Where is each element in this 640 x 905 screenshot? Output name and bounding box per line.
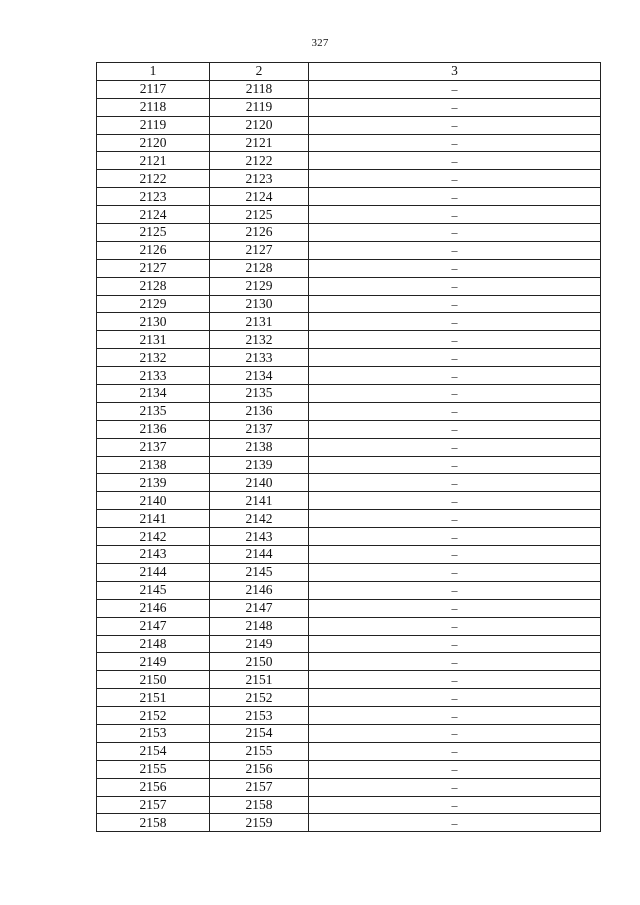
table-cell-col-2: 2149 [210, 635, 309, 653]
table-cell-col-3: – [309, 635, 601, 653]
table-cell-col-2: 2152 [210, 689, 309, 707]
table-cell-col-2: 2148 [210, 617, 309, 635]
table-cell-col-2: 2139 [210, 456, 309, 474]
table-row [97, 671, 601, 689]
table-cell-col-2: 2143 [210, 528, 309, 546]
table-cell-col-2: 2125 [210, 206, 309, 224]
table-cell-col-2: 2150 [210, 653, 309, 671]
table-cell-col-2: 2157 [210, 778, 309, 796]
table-cell-col-3: – [309, 277, 601, 295]
table-cell-col-2: 2158 [210, 796, 309, 814]
table-cell-col-2: 2159 [210, 814, 309, 832]
table-cell-col-1: 2142 [97, 528, 210, 546]
table-cell-col-1: 2132 [97, 349, 210, 367]
data-table [96, 62, 601, 832]
table-row [97, 170, 601, 188]
table-cell-col-2: 2131 [210, 313, 309, 331]
table-cell-col-2: 2137 [210, 420, 309, 438]
table-row [97, 152, 601, 170]
column-header-3: 3 [309, 63, 601, 81]
table-cell-col-2: 2130 [210, 295, 309, 313]
table-cell-col-3: – [309, 563, 601, 581]
table-cell-col-3: – [309, 724, 601, 742]
table-row [97, 724, 601, 742]
table-row [97, 689, 601, 707]
table-cell-col-2: 2119 [210, 98, 309, 116]
table-row [97, 313, 601, 331]
table-cell-col-1: 2119 [97, 116, 210, 134]
table-cell-col-3: – [309, 349, 601, 367]
table-row [97, 385, 601, 403]
table-cell-col-3: – [309, 98, 601, 116]
table-row [97, 188, 601, 206]
table-cell-col-3: – [309, 241, 601, 259]
table-row [97, 581, 601, 599]
table-cell-col-1: 2153 [97, 724, 210, 742]
table-cell-col-2: 2136 [210, 402, 309, 420]
table-cell-col-1: 2139 [97, 474, 210, 492]
table-row [97, 778, 601, 796]
table-row [97, 510, 601, 528]
table-cell-col-1: 2149 [97, 653, 210, 671]
table-cell-col-1: 2146 [97, 599, 210, 617]
table-cell-col-1: 2147 [97, 617, 210, 635]
table-cell-col-1: 2140 [97, 492, 210, 510]
table-cell-col-3: – [309, 796, 601, 814]
table-cell-col-1: 2127 [97, 259, 210, 277]
table-row [97, 617, 601, 635]
table-cell-col-1: 2144 [97, 563, 210, 581]
table-row [97, 134, 601, 152]
table-cell-col-2: 2118 [210, 80, 309, 98]
table-cell-col-2: 2122 [210, 152, 309, 170]
table-cell-col-3: – [309, 295, 601, 313]
table-cell-col-3: – [309, 420, 601, 438]
table-cell-col-1: 2128 [97, 277, 210, 295]
table-cell-col-1: 2154 [97, 742, 210, 760]
column-header-1: 1 [97, 63, 210, 81]
table-cell-col-3: – [309, 689, 601, 707]
table-cell-col-2: 2154 [210, 724, 309, 742]
table-cell-col-1: 2123 [97, 188, 210, 206]
table-cell-col-1: 2135 [97, 402, 210, 420]
table-cell-col-2: 2127 [210, 241, 309, 259]
table-row [97, 295, 601, 313]
table-row [97, 546, 601, 564]
table-cell-col-1: 2130 [97, 313, 210, 331]
table-row [97, 707, 601, 725]
table-cell-col-3: – [309, 760, 601, 778]
table-cell-col-2: 2132 [210, 331, 309, 349]
table-cell-col-2: 2135 [210, 385, 309, 403]
table-cell-col-2: 2129 [210, 277, 309, 295]
column-header-2: 2 [210, 63, 309, 81]
table-row [97, 760, 601, 778]
table-cell-col-1: 2141 [97, 510, 210, 528]
table-cell-col-2: 2140 [210, 474, 309, 492]
table-cell-col-3: – [309, 510, 601, 528]
table-cell-col-1: 2131 [97, 331, 210, 349]
table-cell-col-3: – [309, 259, 601, 277]
table-cell-col-3: – [309, 224, 601, 242]
table-cell-col-3: – [309, 402, 601, 420]
table-row [97, 224, 601, 242]
table-cell-col-1: 2117 [97, 80, 210, 98]
table-cell-col-3: – [309, 152, 601, 170]
table-row [97, 438, 601, 456]
table-cell-col-1: 2150 [97, 671, 210, 689]
table-cell-col-2: 2124 [210, 188, 309, 206]
table-cell-col-3: – [309, 707, 601, 725]
table-cell-col-3: – [309, 385, 601, 403]
table-cell-col-1: 2126 [97, 241, 210, 259]
table-row [97, 814, 601, 832]
table-cell-col-3: – [309, 80, 601, 98]
table-cell-col-1: 2158 [97, 814, 210, 832]
table-row [97, 259, 601, 277]
table-row [97, 492, 601, 510]
table-cell-col-2: 2145 [210, 563, 309, 581]
table-cell-col-3: – [309, 671, 601, 689]
table-cell-col-3: – [309, 653, 601, 671]
table-cell-col-1: 2138 [97, 456, 210, 474]
table-row [97, 206, 601, 224]
table-row [97, 528, 601, 546]
table-row [97, 456, 601, 474]
table-row [97, 331, 601, 349]
table-row [97, 349, 601, 367]
table-cell-col-1: 2122 [97, 170, 210, 188]
table-cell-col-1: 2151 [97, 689, 210, 707]
table-cell-col-3: – [309, 206, 601, 224]
table-row [97, 277, 601, 295]
table-header-row [97, 63, 601, 81]
table-cell-col-2: 2142 [210, 510, 309, 528]
table-cell-col-1: 2148 [97, 635, 210, 653]
table-cell-col-3: – [309, 170, 601, 188]
table-cell-col-2: 2156 [210, 760, 309, 778]
table-cell-col-2: 2128 [210, 259, 309, 277]
table-row [97, 241, 601, 259]
table-row [97, 563, 601, 581]
table-cell-col-1: 2120 [97, 134, 210, 152]
table-cell-col-1: 2156 [97, 778, 210, 796]
table-cell-col-3: – [309, 367, 601, 385]
table-cell-col-3: – [309, 814, 601, 832]
page-number: 327 [311, 37, 329, 49]
table-row [97, 796, 601, 814]
table-cell-col-3: – [309, 546, 601, 564]
table-cell-col-2: 2123 [210, 170, 309, 188]
table-cell-col-3: – [309, 438, 601, 456]
table-cell-col-2: 2144 [210, 546, 309, 564]
table-cell-col-1: 2136 [97, 420, 210, 438]
table-cell-col-1: 2124 [97, 206, 210, 224]
table-row [97, 402, 601, 420]
table-cell-col-3: – [309, 599, 601, 617]
table-cell-col-2: 2151 [210, 671, 309, 689]
table-cell-col-1: 2134 [97, 385, 210, 403]
table-cell-col-3: – [309, 581, 601, 599]
table-cell-col-2: 2133 [210, 349, 309, 367]
table-cell-col-2: 2146 [210, 581, 309, 599]
table-row [97, 474, 601, 492]
table-cell-col-1: 2157 [97, 796, 210, 814]
table-cell-col-3: – [309, 617, 601, 635]
table-cell-col-2: 2120 [210, 116, 309, 134]
table-cell-col-3: – [309, 528, 601, 546]
table-row [97, 599, 601, 617]
table-cell-col-3: – [309, 188, 601, 206]
table-cell-col-2: 2126 [210, 224, 309, 242]
table-row [97, 420, 601, 438]
table-cell-col-2: 2121 [210, 134, 309, 152]
table-cell-col-1: 2143 [97, 546, 210, 564]
table-cell-col-1: 2137 [97, 438, 210, 456]
table-cell-col-1: 2125 [97, 224, 210, 242]
table-row [97, 367, 601, 385]
table-body [97, 80, 601, 831]
table-cell-col-2: 2155 [210, 742, 309, 760]
table-row [97, 635, 601, 653]
table-row [97, 742, 601, 760]
table-cell-col-2: 2153 [210, 707, 309, 725]
table-cell-col-1: 2121 [97, 152, 210, 170]
table-cell-col-3: – [309, 742, 601, 760]
table-row [97, 98, 601, 116]
table-cell-col-3: – [309, 474, 601, 492]
table-cell-col-1: 2133 [97, 367, 210, 385]
table-cell-col-2: 2141 [210, 492, 309, 510]
table-cell-col-3: – [309, 134, 601, 152]
table-cell-col-3: – [309, 492, 601, 510]
table-cell-col-1: 2152 [97, 707, 210, 725]
table-cell-col-3: – [309, 456, 601, 474]
table-cell-col-2: 2147 [210, 599, 309, 617]
table-row [97, 116, 601, 134]
table-row [97, 80, 601, 98]
table-row [97, 653, 601, 671]
table-cell-col-3: – [309, 331, 601, 349]
table-cell-col-1: 2155 [97, 760, 210, 778]
table-cell-col-3: – [309, 778, 601, 796]
table-cell-col-3: – [309, 313, 601, 331]
table-cell-col-1: 2145 [97, 581, 210, 599]
table-cell-col-2: 2138 [210, 438, 309, 456]
table-cell-col-1: 2129 [97, 295, 210, 313]
table-cell-col-3: – [309, 116, 601, 134]
table-cell-col-1: 2118 [97, 98, 210, 116]
table-cell-col-2: 2134 [210, 367, 309, 385]
